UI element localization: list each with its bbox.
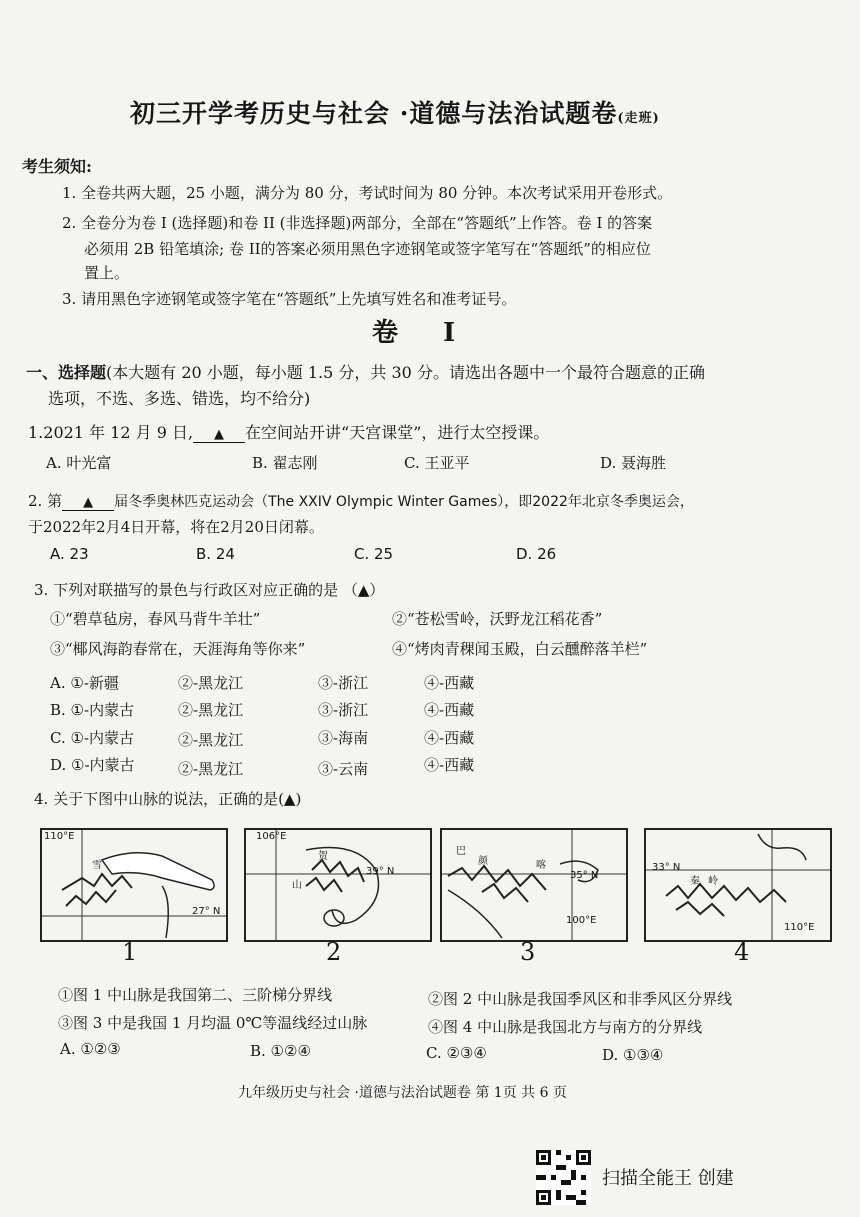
part1-instructions <box>26 360 705 383</box>
q4-statement-1: ①图 1 中山脉是我国第二、三阶梯分界线 <box>58 986 333 1004</box>
q2-option-d: D. 26 <box>516 545 557 563</box>
q3-option-d-3: ③-云南 <box>318 760 369 778</box>
scanner-watermark: 扫描全能王 创建 <box>602 1168 734 1189</box>
q3-option-d-4: ④-西藏 <box>424 756 475 774</box>
map-1-label-lat: 27° N <box>192 906 221 917</box>
part1-desc: (本大题有 20 小题，每小题 1.5 分，共 30 分。请选出各题中一个最符合题意的正确 <box>106 363 705 382</box>
q4-statement-2: ②图 2 中山脉是我国季风区和非季风区分界线 <box>428 990 733 1008</box>
q1-blank: ▲ <box>193 427 245 443</box>
q3-couplet-4: ④“烤肉青稞闻玉殿，白云醺醉落羊栏” <box>392 640 648 658</box>
q3-option-c-4: ④-西藏 <box>424 729 475 747</box>
map-2 <box>244 828 432 942</box>
q3-option-d-2: ②-黑龙江 <box>178 760 244 778</box>
q3-option-a-4: ④-西藏 <box>424 674 475 692</box>
q3-option-a-2: ②-黑龙江 <box>178 674 244 692</box>
q4-statement-4: ④图 4 中山脉是我国北方与南方的分界线 <box>428 1018 703 1036</box>
notice-item-1: 1. 全卷共两大题，25 小题，满分为 80 分，考试时间为 80 分钟。本次考试采用开卷形式。 <box>62 184 673 202</box>
exam-title <box>130 94 660 130</box>
q3-option-b-1: B. ①-内蒙古 <box>50 701 135 719</box>
map-4-label-mountain-2: 岭 <box>708 876 718 887</box>
qr-code-icon <box>536 1150 591 1205</box>
map-3-label-lat: 35° N <box>570 870 599 881</box>
map-2-label-mountain-2: 山 <box>292 880 302 891</box>
q2-line-2: 于2022年2月4日开幕，将在2月20日闭幕。 <box>28 518 324 536</box>
map-4-label-mountain-1: 秦 <box>690 876 700 887</box>
q2-option-a: A. 23 <box>50 545 89 563</box>
qr-code-graphic <box>536 1150 591 1205</box>
q4-option-d: D. ①③④ <box>602 1046 664 1064</box>
map-4-label-lon: 110°E <box>784 922 815 933</box>
part1-desc-2: 选项，不选、多选、错选，均不给分) <box>48 389 311 408</box>
section-title: 卷 I <box>372 318 474 348</box>
map-3-number: 3 <box>520 938 536 966</box>
notice-item-3: 3. 请用黑色字迹钢笔或签字笔在“答题纸”上先填写姓名和准考证号。 <box>62 290 517 308</box>
map-3-label-1: 巴 <box>456 846 466 857</box>
map-3-graphic <box>442 830 626 940</box>
q3-couplet-2: ②“苍松雪岭，沃野龙江稻花香” <box>392 610 603 628</box>
page-footer: 九年级历史与社会 ·道德与法治试题卷 第 1页 共 6 页 <box>238 1085 567 1101</box>
map-1-number: 1 <box>122 938 138 966</box>
q2-option-b: B. 24 <box>196 545 235 563</box>
map-1-graphic <box>42 830 226 940</box>
q1-prefix: 1.2021 年 12 月 9 日, <box>28 423 194 442</box>
q3-option-d-1: D. ①-内蒙古 <box>50 756 135 774</box>
map-3 <box>440 828 628 942</box>
q3-option-c-1: C. ①-内蒙古 <box>50 729 134 747</box>
q3-option-b-4: ④-西藏 <box>424 701 475 719</box>
exam-title-suffix: (走班) <box>617 111 660 126</box>
question-3: 3. 下列对联描写的景色与行政区对应正确的是 （▲） <box>34 581 385 599</box>
q4-option-c: C. ②③④ <box>426 1044 487 1062</box>
q3-option-a-1: A. ①-新疆 <box>50 674 119 692</box>
map-3-label-lon: 100°E <box>566 915 597 926</box>
question-1 <box>28 420 549 443</box>
map-4-number: 4 <box>734 938 750 966</box>
q4-option-a: A. ①②③ <box>60 1040 121 1058</box>
q3-option-c-2: ②-黑龙江 <box>178 731 244 749</box>
notice-item-2: 2. 全卷分为卷 I (选择题)和卷 II (非选择题)两部分，全部在“答题纸”上作答。卷 I 的答案 <box>62 214 653 232</box>
map-2-label-mountain-1: 贺 <box>318 851 328 862</box>
notice-heading: 考生须知: <box>22 157 92 176</box>
q1-option-d: D. 聂海胜 <box>600 454 667 472</box>
q1-option-c: C. 王亚平 <box>404 454 470 472</box>
q2-blank: ▲ <box>62 495 114 511</box>
q3-couplet-1: ①“碧草毡房，春风马背牛羊壮” <box>50 610 261 628</box>
map-2-number: 2 <box>326 938 342 966</box>
q3-option-b-2: ②-黑龙江 <box>178 701 244 719</box>
map-3-label-2: 颜 <box>478 856 488 867</box>
map-3-label-3: 喀 <box>536 860 546 871</box>
q1-suffix: 在空间站开讲“天宫课堂”，进行太空授课。 <box>245 423 550 442</box>
map-1-label-lon: 110°E <box>44 831 75 842</box>
notice-item-2-end: 置上。 <box>84 264 130 282</box>
q3-option-a-3: ③-浙江 <box>318 674 369 692</box>
question-4: 4. 关于下图中山脉的说法，正确的是(▲) <box>34 790 302 808</box>
q2-option-c: C. 25 <box>354 545 394 563</box>
part1-label: 一、选择题 <box>26 363 107 382</box>
q2-prefix: 2. 第 <box>28 492 63 510</box>
map-4-label-lat: 33° N <box>652 862 681 873</box>
q4-statement-3: ③图 3 中是我国 1 月均温 0℃等温线经过山脉 <box>58 1014 368 1032</box>
map-2-label-lat: 39° N <box>366 866 395 877</box>
question-2 <box>28 490 694 511</box>
exam-title-text: 初三开学考历史与社会 ·道德与法治试题卷 <box>130 99 618 128</box>
q2-suffix: 届冬季奥林匹克运动会（The XXIV Olympic Winter Games），即2022年北京冬季奥运会， <box>114 494 694 510</box>
map-1-label-mountain: 雪 <box>92 860 102 871</box>
q1-option-b: B. 翟志刚 <box>252 454 318 472</box>
q1-option-a: A. 叶光富 <box>46 454 112 472</box>
q4-option-b: B. ①②④ <box>250 1042 311 1060</box>
q3-option-b-3: ③-浙江 <box>318 701 369 719</box>
map-2-graphic <box>246 830 430 940</box>
q3-couplet-3: ③“椰风海韵春常在，天涯海角等你来” <box>50 640 306 658</box>
map-1 <box>40 828 228 942</box>
notice-item-2-cont: 必须用 2B 铅笔填涂; 卷 II的答案必须用黑色字迹钢笔或签字笔写在“答题纸”的相应位 <box>84 240 651 258</box>
q3-option-c-3: ③-海南 <box>318 729 369 747</box>
map-2-label-lon: 106°E <box>256 831 287 842</box>
